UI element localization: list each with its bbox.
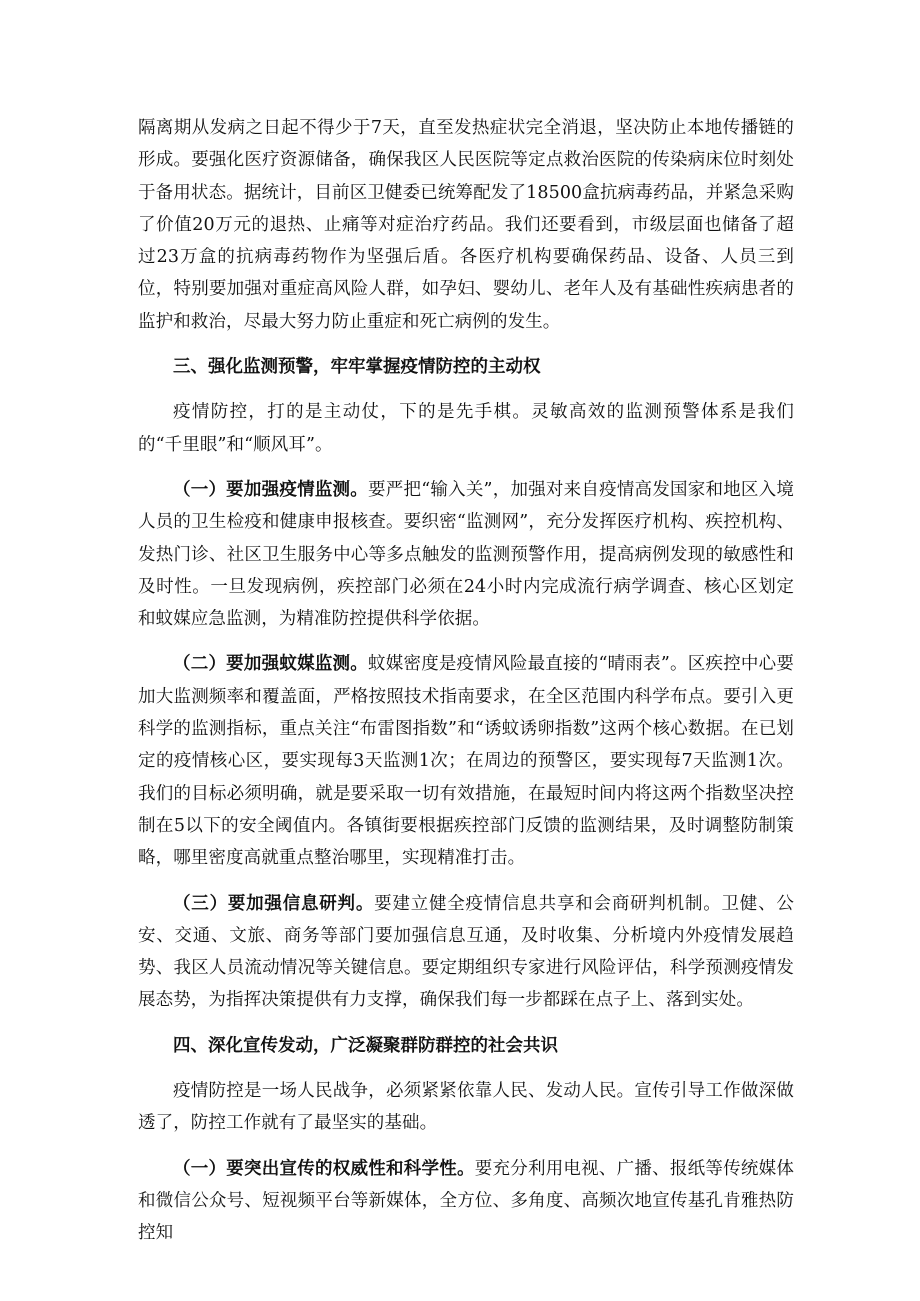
subsection-information-analysis bbox=[138, 888, 794, 1017]
paragraph-publicity-intro: 疫情防控是一场人民战争，必须紧紧依靠人民、发动人民。宣传引导工作做深做透了，防控工作就有了最坚实的基础。 bbox=[138, 1081, 794, 1134]
subsection-lead: （一）要突出宣传的权威性和科学性。 bbox=[173, 1158, 475, 1179]
document-page bbox=[138, 112, 794, 1263]
paragraph-isolation-and-resources: 隔离期从发病之日起不得少于7天，直至发热症状完全消退，坚决防止本地传播链的形成。要强化医疗资源储备，确保我区人民医院等定点救治医院的传染病床位时刻处于备用状态。据统计，目前区卫健委已统筹配发了18500盒抗病毒药品，并紧急采购了价值20万元的退热、止痛等对症治疗药品。我们还要看到，市级层面也储备了超过23万盒的抗病毒药物作为坚强后盾。各医疗机构要确保药品、设备、人员三到位，特别要加强对重症高风险人群，如孕妇、婴幼儿、老年人及有基础性疾病患者的监护和救治，尽最大努力防止重症和死亡病例的发生。 bbox=[138, 118, 794, 332]
subsection-lead: （二）要加强蚊媒监测。 bbox=[173, 654, 369, 675]
subsection-lead: （三）要加强信息研判。 bbox=[173, 893, 375, 914]
subsection-body: 要严把“输入关”，加强对来自疫情高发国家和地区入境人员的卫生检疫和健康申报核查。要织密“监测网”，充分发挥医疗机构、疾控机构、发热门诊、社区卫生服务中心等多点触发的监测预警作用，提高病例发现的敏感性和及时性。一旦发现病例，疾控部门必须在24小时内完成流行病学调查、核心区划定和蚊媒应急监测，为精准防控提供科学依据。 bbox=[138, 479, 794, 630]
subsection-mosquito-monitoring bbox=[138, 648, 794, 874]
section-heading-3: 三、强化监测预警，牢牢掌握疫情防控的主动权 bbox=[173, 357, 541, 378]
subsection-lead: （一）要加强疫情监测。 bbox=[173, 479, 369, 500]
subsection-authoritative-publicity bbox=[138, 1153, 794, 1250]
paragraph-monitoring-intro: 疫情防控，打的是主动仗，下的是先手棋。灵敏高效的监测预警体系是我们的“千里眼”和“顺风耳”。 bbox=[138, 402, 794, 455]
section-heading-4: 四、深化宣传发动，广泛凝聚群防群控的社会共识 bbox=[173, 1035, 558, 1056]
subsection-body: 蚊媒密度是疫情风险最直接的“晴雨表”。区疾控中心要加大监测频率和覆盖面，严格按照技术指南要求，在全区范围内科学布点。要引入更科学的监测指标，重点关注“布雷图指数”和“诱蚊诱卵指数”这两个核心数据。在已划定的疫情核心区，要实现每3天监测1次；在周边的预警区，要实现每7天监测1次。我们的目标必须明确，就是要采取一切有效措施，在最短时间内将这两个指数坚决控制在5以下的安全阈值内。各镇街要根据疾控部门反馈的监测结果，及时调整防制策略，哪里密度高就重点整治哪里，实现精准打击。 bbox=[138, 654, 794, 869]
subsection-epidemic-monitoring bbox=[138, 474, 794, 635]
subsection-body: 要建立健全疫情信息共享和会商研判机制。卫健、公安、交通、文旅、商务等部门要加强信息互通，及时收集、分析境内外疫情发展趋势、我区人员流动情况等关键信息。要定期组织专家进行风险评估，科学预测疫情发展态势，为指挥决策提供有力支撑，确保我们每一步都踩在点子上、落到实处。 bbox=[138, 893, 794, 1011]
subsection-body: 要充分利用电视、广播、报纸等传统媒体和微信公众号、短视频平台等新媒体，全方位、多角度、高频次地宣传基孔肯雅热防控知 bbox=[138, 1158, 794, 1244]
